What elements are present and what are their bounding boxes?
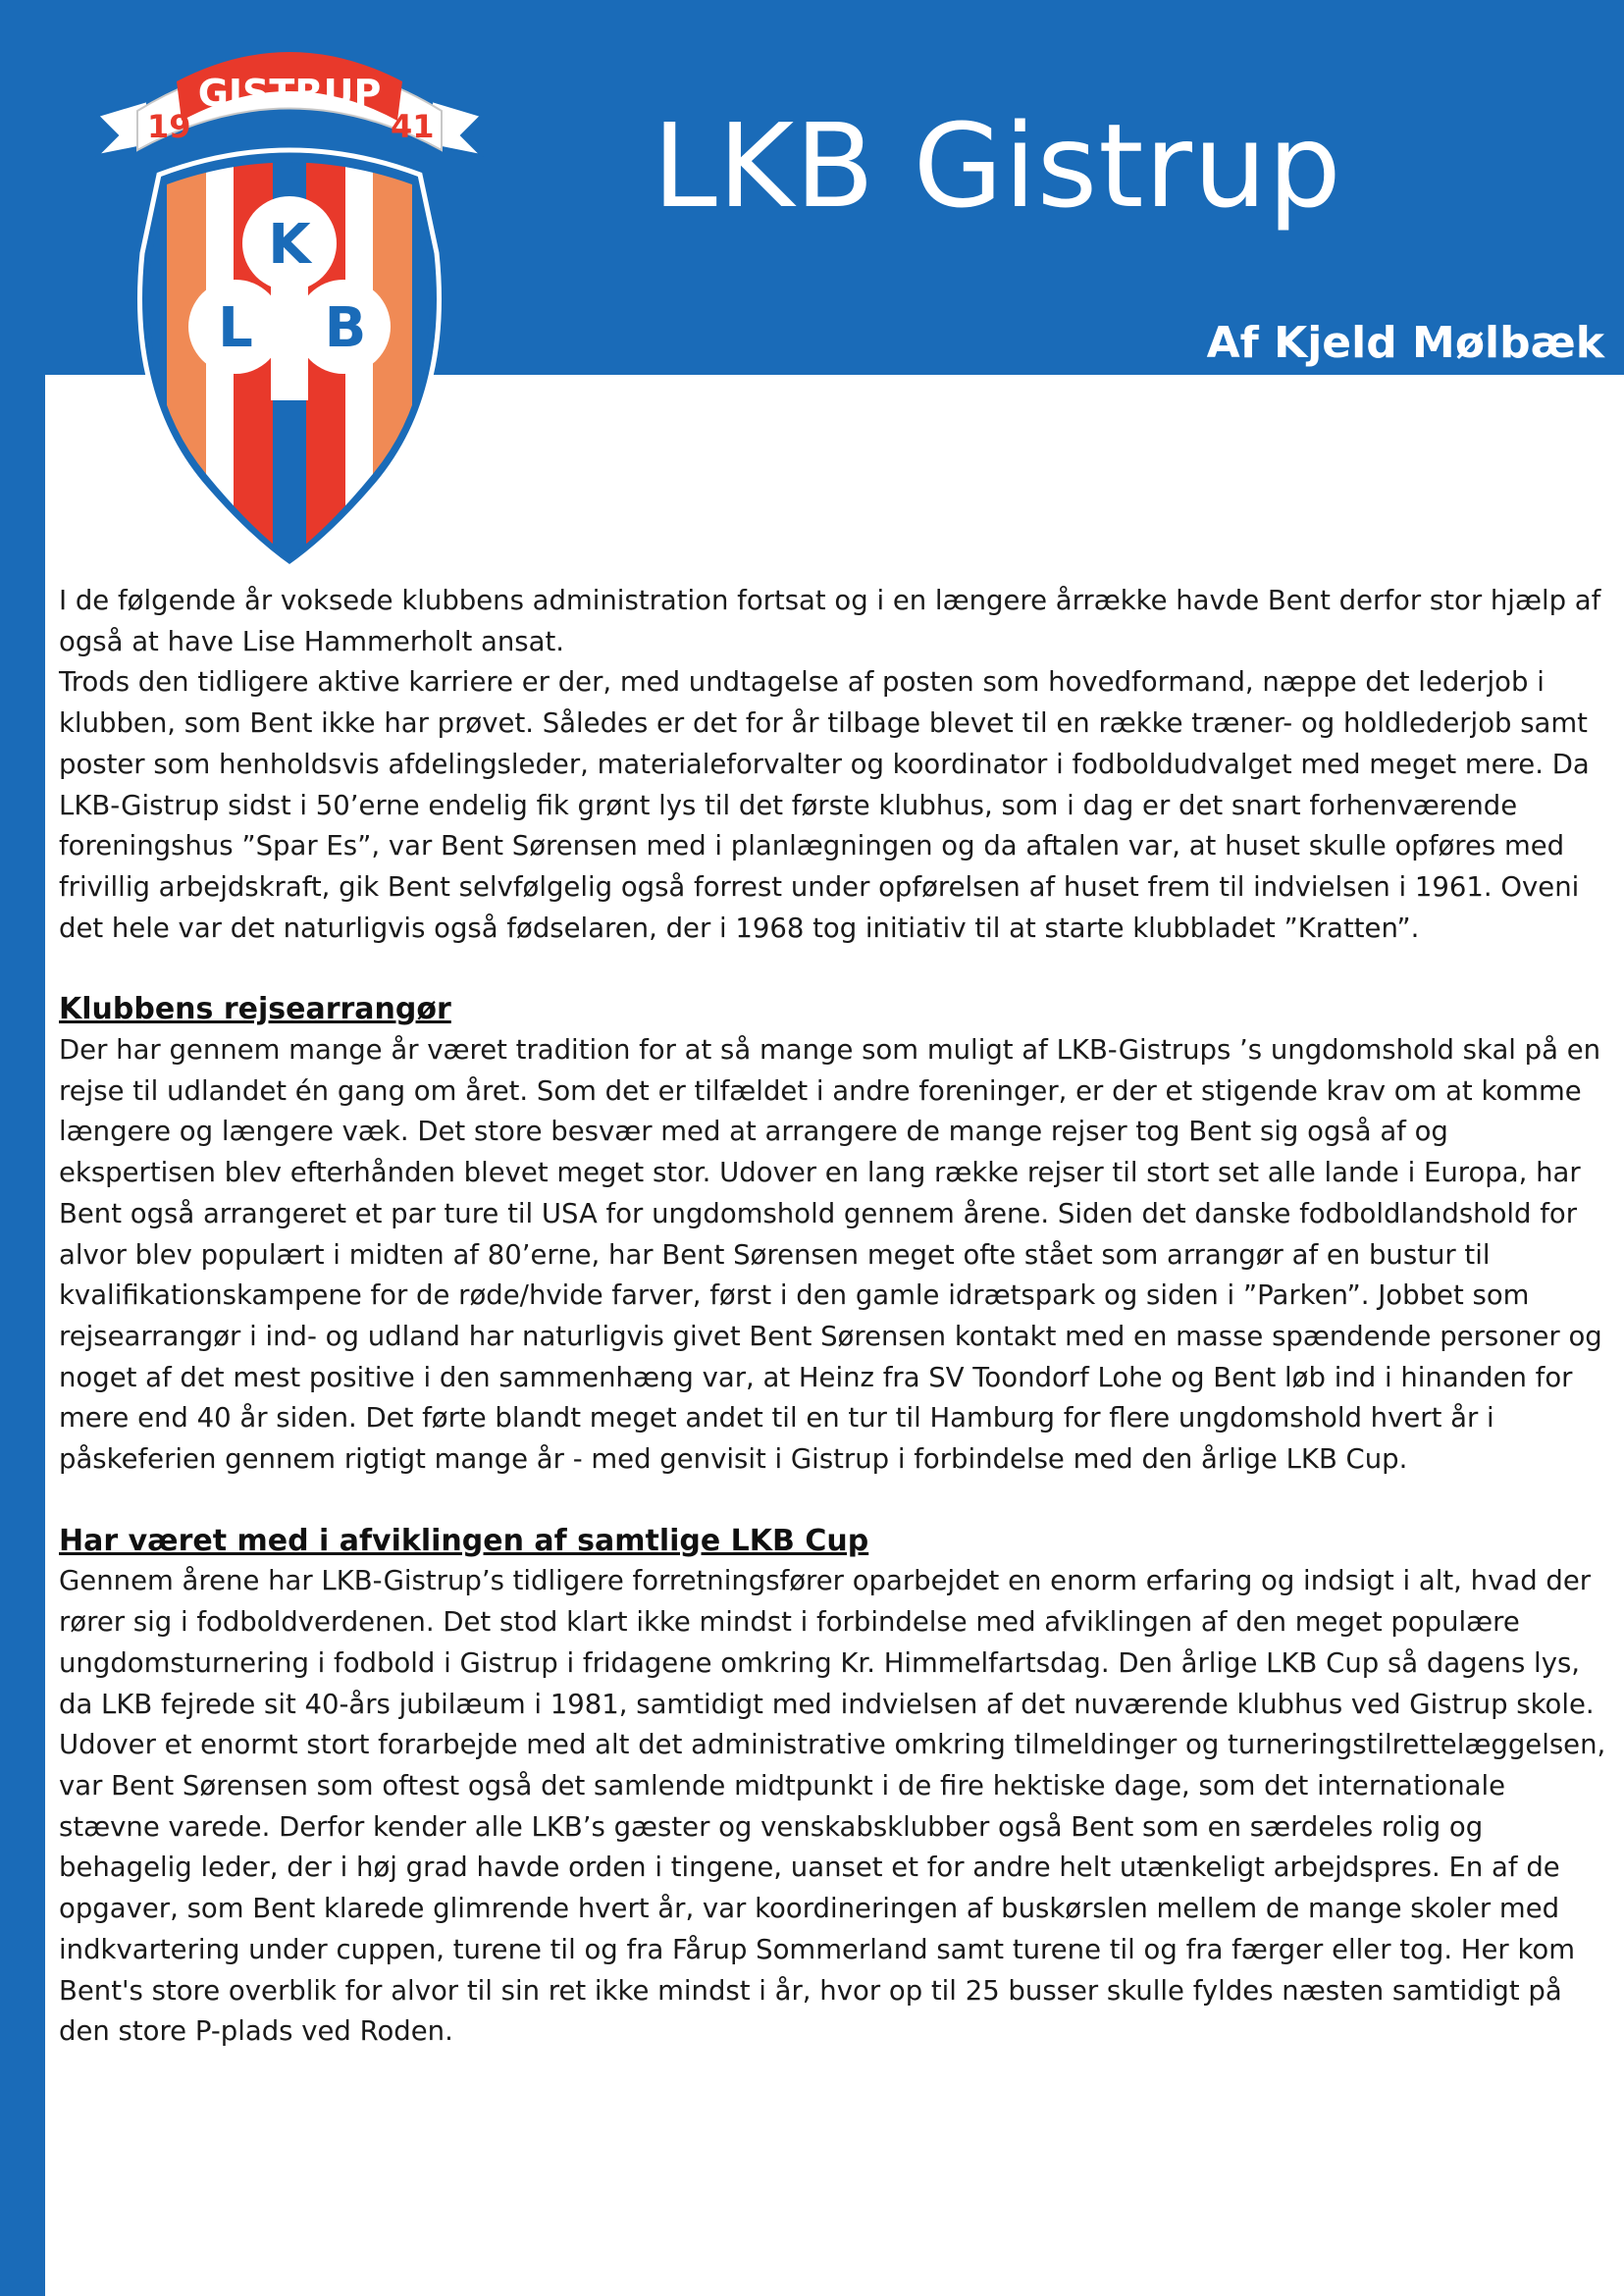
letter-b: B <box>324 296 367 360</box>
left-stripe <box>0 0 45 2296</box>
banner-text: GISTRUP <box>197 72 382 115</box>
intro-paragraph-2: Trods den tidligere aktive karriere er der, med undtagelse af posten som hovedformand, næppe det lederjob i klubben, som Bent ikke har prøvet. Således er det for år tilbage blevet til en række træner- og holdlederjob samt poster som henholdsvis afdelingsleder, materialeforvalter og koordinator i fodboldudvalget med meget mere. Da LKB-Gistrup sidst i 50’erne endelig fik grønt lys til det første klubhus, som i dag er det snart forhenværende foreningshus ”Spar Es”, var Bent Sørensen med i planlægningen og da aftalen var, at huset skulle opføres med frivillig arbejdskraft, gik Bent selvfølgelig også forrest under opførelsen af huset frem til indvielsen i 1961. Oveni det hele var det naturligvis også fødselaren, der i 1968 tog initiativ til at starte klubbladet ”Kratten”. <box>59 666 1590 944</box>
club-crest-logo <box>79 27 500 572</box>
section-2-body: Gennem årene har LKB-Gistrup’s tidligere forretningsfører oparbejdet en enorm erfaring og indsigt i alt, hvad der rører sig i fodboldverdenen. Det stod klart ikke mindst i forbindelse med afviklingen af den meget populære ungdomsturnering i fodbold i Gistrup i fridagene omkring Kr. Himmelfartsdag. Den årlige LKB Cup så dagens lys, da LKB fejrede sit 40-års jubilæum i 1981, samtidigt med indvielsen af det nuværende klubhus ved Gistrup skole. Udover et enormt stort forarbejde med alt det administrative omkring tilmeldinger og turneringstilrettelæggelsen, var Bent Sørensen som oftest også det samlende midtpunkt i de fire hektiske dage, som det internationale stævne varede. Derfor kender alle LKB’s gæster og venskabsklubber også Bent som en særdeles rolig og behagelig leder, der i høj grad havde orden i tingene, uanset et for andre helt utænkeligt arbejdspres. En af de opgaver, som Bent klarede glimrende hvert år, var koordineringen af buskørslen mellem de mange skoler med indkvartering under cuppen, turene til og fra Fårup Sommerland samt turene til og fra færger eller tog. Her kom Bent's store overblik for alvor til sin ret ikke mindst i år, hvor op til 25 busser skulle fyldes næsten samtidigt på den store P-plads ved Roden. <box>59 1565 1606 2048</box>
letter-l: L <box>218 296 253 360</box>
year-left: 19 <box>147 108 191 145</box>
year-right: 41 <box>391 108 435 145</box>
letter-k: K <box>268 213 311 277</box>
section-1-heading: Klubbens rejsearrangør <box>59 992 451 1027</box>
article-body <box>59 581 1607 2053</box>
intro-paragraph-1: I de følgende år voksede klubbens administration fortsat og i en længere årrække havde Bent derfor stor hjælp af også at have Lise Hammerholt ansat. <box>59 585 1601 657</box>
section-2-heading: Har været med i afviklingen af samtlige LKB Cup <box>59 1523 869 1558</box>
section-1-body: Der har gennem mange år været tradition for at så mange som muligt af LKB-Gistrups ’s ungdomshold skal på en rejse til udlandet én gang om året. Som det er tilfældet i andre foreninger, er der et stigende krav om at komme længere og længere væk. Det store besvær med at arrangere de mange rejser tog Bent sig også af og ekspertisen blev efterhånden blevet meget stor. Udover en lang række rejser til stort set alle lande i Europa, har Bent også arrangeret et par ture til USA for ungdomshold gennem årene. Siden det danske fodboldlandshold for alvor blev populært i midten af 80’erne, har Bent Sørensen meget ofte stået som arrangør af en bustur til kvalifikationskampene for de røde/hvide farver, først i den gamle idrætspark og siden i ”Parken”. Jobbet som rejsearrangør i ind- og udland har naturligvis givet Bent Sørensen kontakt med en masse spændende personer og noget af det mest positive i den sammenhæng var, at Heinz fra SV Toondorf Lohe og Bent løb ind i hinanden for mere end 40 år siden. Det førte blandt meget andet til en tur til Hamburg for flere ungdomshold hvert år i påskeferien gennem rigtigt mange år - med genvisit i Gistrup i forbindelse med den årlige LKB Cup. <box>59 1034 1602 1476</box>
club-title: LKB Gistrup <box>653 98 1342 234</box>
author-byline: Af Kjeld Mølbæk <box>1206 318 1604 368</box>
